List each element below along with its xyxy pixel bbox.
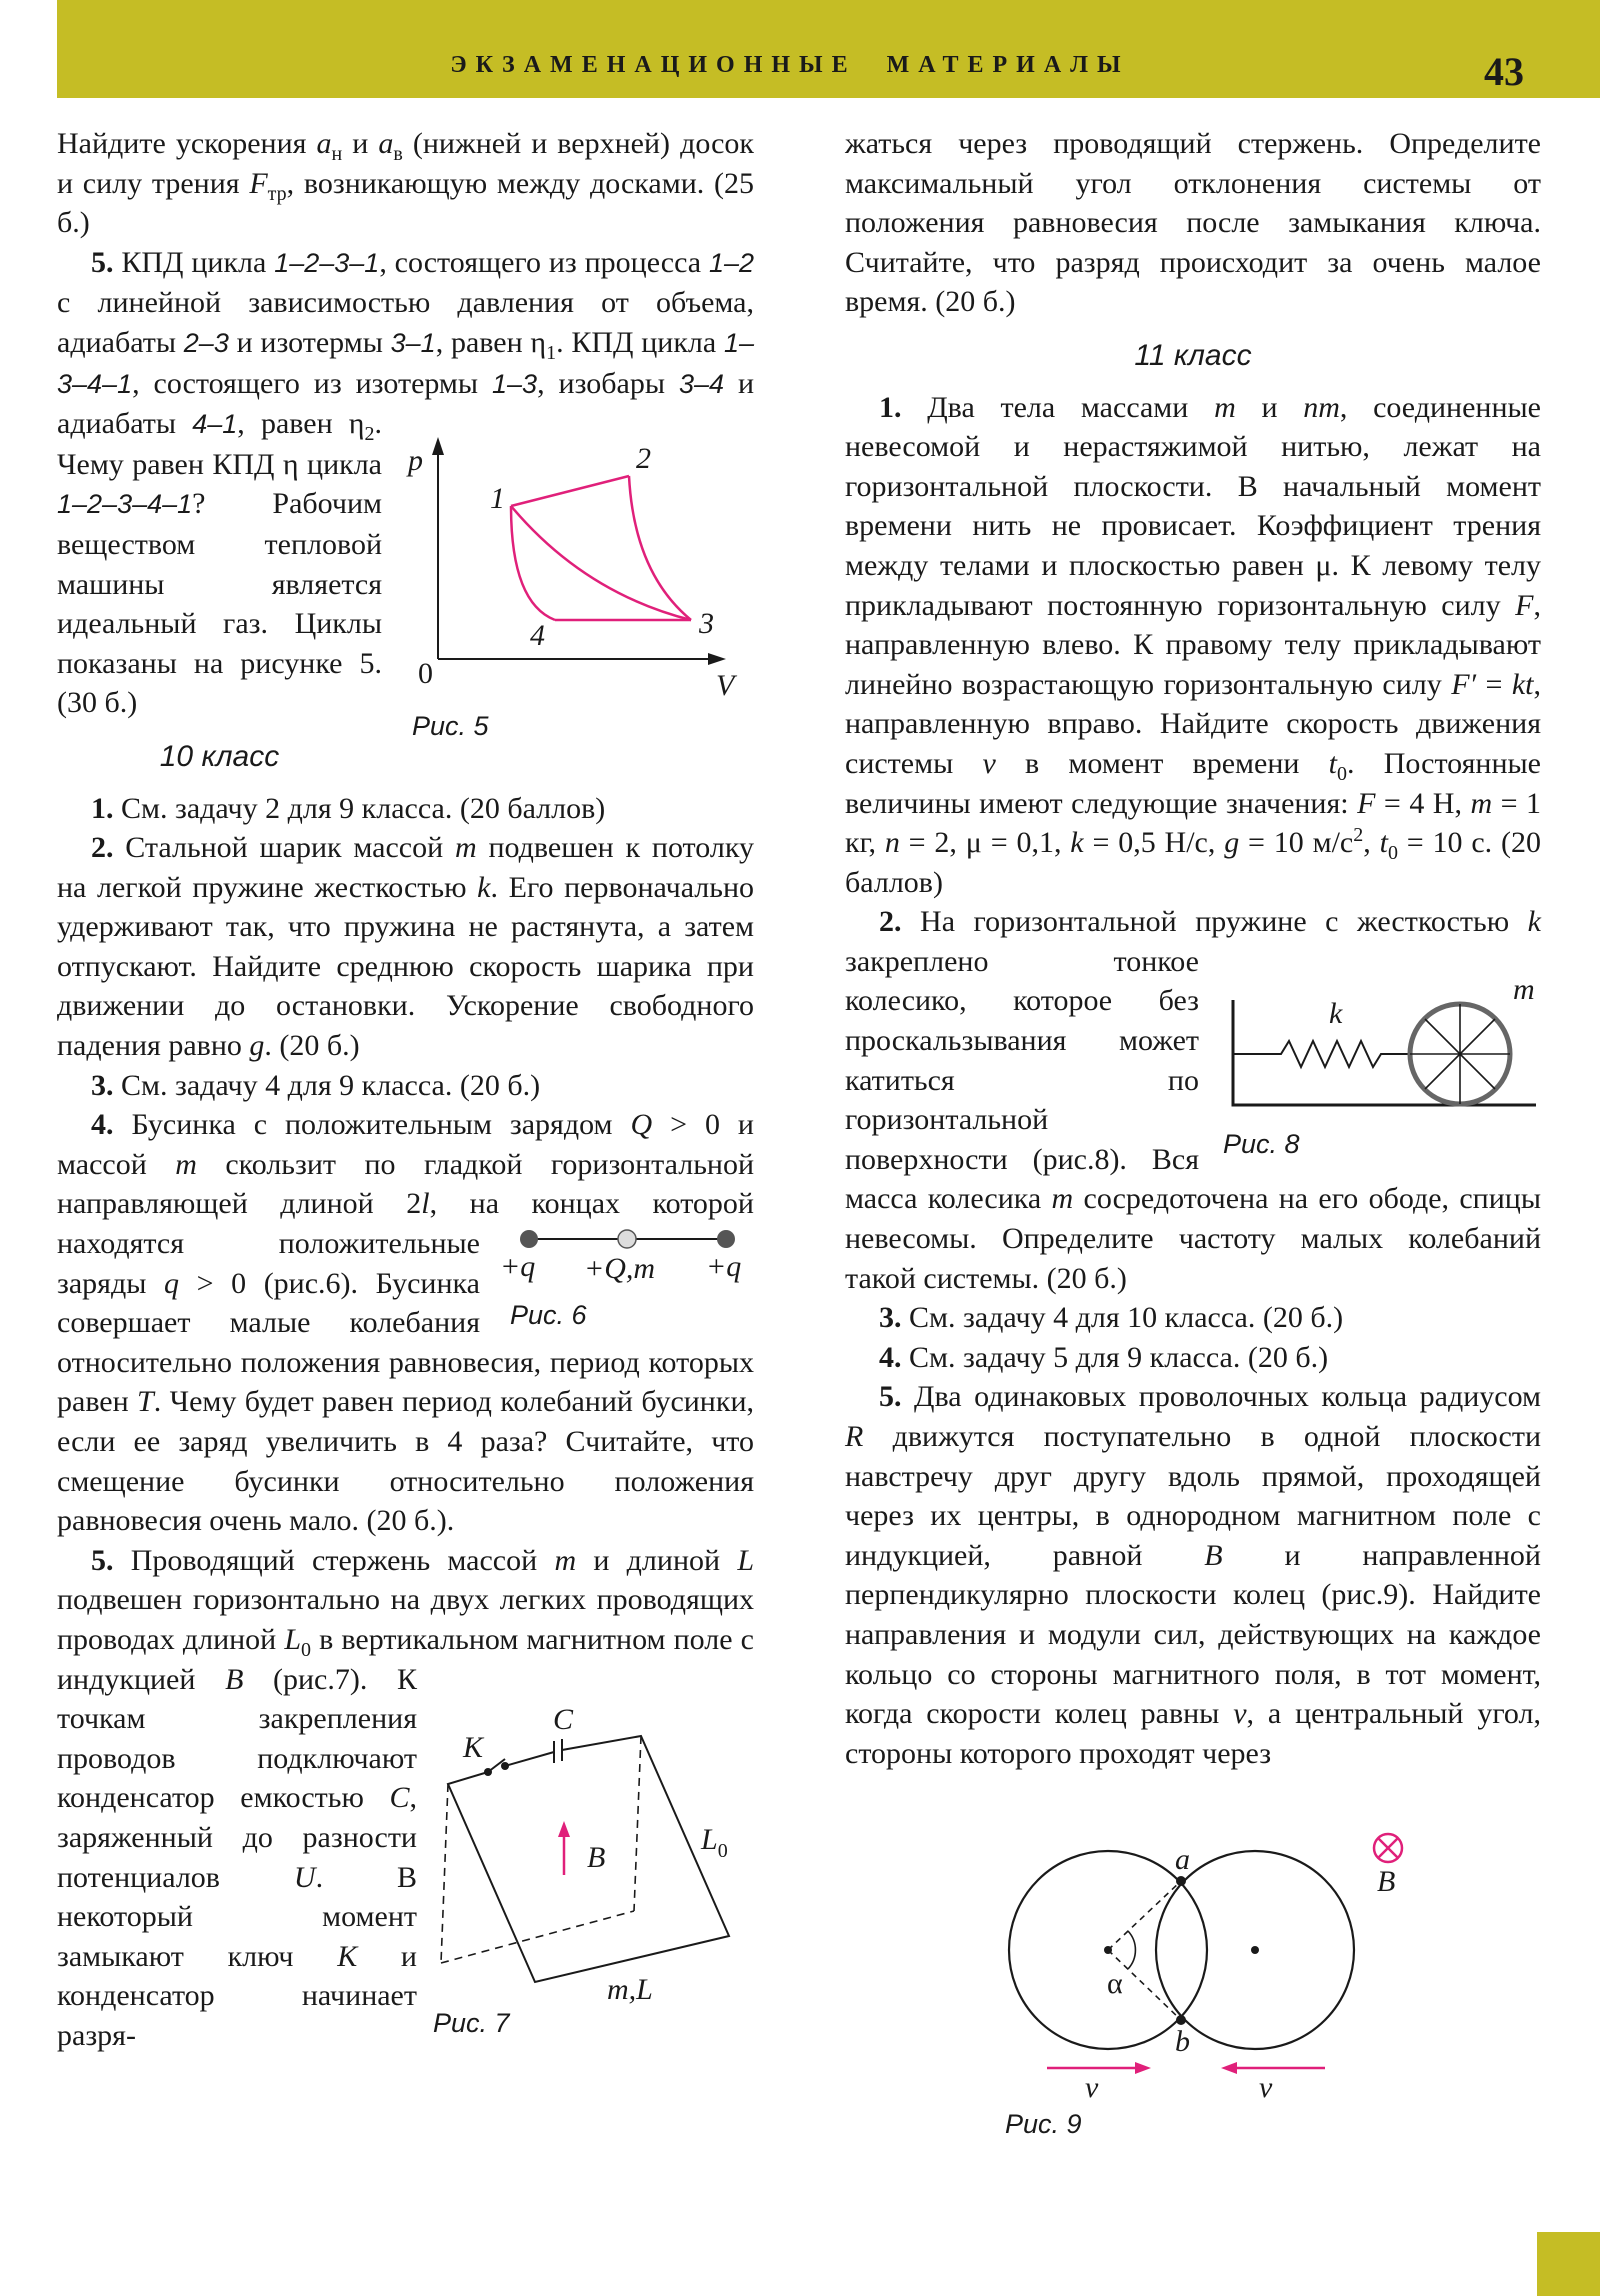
math-symbol: t	[1328, 746, 1337, 780]
figure-caption: Рис. 8	[1223, 1129, 1300, 1160]
math-symbol: m	[1051, 1182, 1074, 1216]
subscript: 0	[1337, 762, 1347, 785]
text-run: =	[1476, 667, 1512, 701]
text-run: = 0,5 Н/с,	[1083, 826, 1225, 860]
math-symbol: 1–2	[708, 247, 754, 278]
text-run: См. задачу 4 для 10 класса. (20 б.)	[901, 1301, 1344, 1335]
subscript: тр	[267, 182, 287, 205]
math-symbol: 3–4	[678, 368, 724, 399]
math-symbol: m	[175, 1147, 197, 1181]
superscript: 2	[1353, 824, 1364, 847]
text-run: и конденсатор начинает разря-	[57, 1939, 417, 2052]
math-symbol: 4–1	[192, 409, 238, 440]
math-symbol: F	[249, 166, 268, 200]
problem-2-11	[845, 902, 1541, 1298]
math-symbol: U	[293, 1860, 316, 1894]
center-right	[1251, 1946, 1259, 1954]
figure-caption: Рис. 6	[510, 1300, 587, 1331]
adiabat-2-3	[629, 476, 691, 620]
rod-label: m,L	[607, 1972, 653, 2006]
figure-9	[995, 1823, 1435, 2148]
point-a-label: a	[1175, 1843, 1190, 1877]
text-run: , состоящего из процесса	[379, 245, 709, 279]
math-symbol: a	[316, 127, 332, 160]
point-a	[1176, 1876, 1186, 1886]
math-symbol: C	[389, 1781, 410, 1815]
problem-4-11	[845, 1338, 1541, 1378]
math-symbol: L	[737, 1543, 754, 1577]
text-run: = 1 кг,	[845, 786, 1542, 860]
charge-left	[520, 1230, 538, 1248]
problem-number: 1.	[879, 390, 902, 424]
radius-a	[1108, 1881, 1181, 1950]
text-run: > 0 и массой	[57, 1108, 754, 1181]
text-run: . Чему равен КПД η цикла	[57, 407, 382, 481]
text-run: скользит по гладкой горизонтальной направляющей длиной 2	[57, 1147, 754, 1221]
math-symbol: T	[137, 1385, 154, 1419]
field-label: B	[587, 1840, 606, 1874]
text-run: , равен η	[237, 407, 365, 441]
math-symbol: kt	[1511, 667, 1534, 701]
key-contact	[484, 1768, 492, 1776]
v-label: V	[716, 668, 735, 702]
problem-number: 2.	[91, 831, 114, 865]
text-run: , изобары	[537, 366, 679, 400]
math-symbol: F′	[1451, 667, 1477, 701]
angle-label: α	[1107, 1967, 1123, 2001]
text-run: Стальной шарик массой	[113, 831, 455, 865]
running-title	[0, 52, 1600, 79]
math-symbol: 3–1	[390, 327, 436, 358]
point-4-label: 4	[530, 618, 545, 652]
text-run: КПД цикла	[113, 245, 275, 279]
figure-7	[429, 1699, 754, 2039]
field-label: B	[1377, 1865, 1396, 1899]
text-run: , направленную вправо. Найдите скорость движения системы	[845, 667, 1541, 780]
center-left	[1104, 1946, 1112, 1954]
math-symbol: g	[1224, 826, 1240, 860]
math-symbol: Q	[630, 1108, 653, 1142]
text-run: с линейной зависимостью давления от объема, адиабаты	[57, 286, 754, 359]
problem-number: 1.	[91, 791, 114, 825]
text-run: Два одинаковых проволочных кольца радиусом	[901, 1380, 1541, 1414]
math-symbol: 1–2–3–4–1	[57, 489, 193, 520]
problem-number: 4.	[91, 1108, 114, 1142]
header-band	[57, 0, 1600, 98]
text-run: , возникающую между досками. (25 б.)	[57, 166, 754, 240]
text-run: закреплено тонкое колесико, которое без проскальзывания может катиться по горизонтальной поверхности (рис.8). Вся масса колесика	[845, 944, 1199, 1216]
text-run: и	[1235, 390, 1304, 424]
paragraph	[57, 124, 754, 243]
figure-caption: Рис. 9	[1005, 2109, 1082, 2140]
paragraph	[845, 124, 1541, 322]
text-run: в момент времени	[995, 746, 1329, 780]
text-run: > 0 (рис.6). Бусинка совершает малые колебания относительно положения равновесия, период которых равен	[57, 1266, 754, 1419]
text-run: , на концах которой находятся положительные заряды	[57, 1187, 754, 1300]
text-run: . Чему будет равен период колебаний бусинки, если ее заряд увеличить в 4 раза? Считайте, что смещение бусинки относительно положения равновесия очень мало. (20 б.).	[57, 1385, 754, 1538]
text-run: сосредоточена на его ободе, спицы невесомы. Определите частоту малых колебаний такой системы. (20 б.)	[845, 1182, 1541, 1295]
arrow-right-icon	[1135, 2062, 1151, 2074]
wire-sub: 0	[717, 1839, 728, 1862]
text-run: Найдите ускорения	[57, 127, 317, 160]
bead	[618, 1230, 636, 1248]
figure-5	[394, 433, 754, 753]
text-run: , а центральный угол, стороны которого проходят через	[845, 1697, 1541, 1770]
subscript: 0	[301, 1638, 312, 1661]
text-run: = 2, μ = 0,1,	[899, 826, 1071, 860]
text-run: . КПД цикла	[556, 325, 724, 359]
math-symbol: F	[1515, 588, 1534, 622]
right-column	[845, 124, 1541, 2153]
figure-caption: Рис. 5	[412, 710, 489, 741]
arrow-left-icon	[1221, 2062, 1237, 2074]
text-run: , направленную влево. К правому телу прикладывают линейно возрастающую горизонтальную силу	[845, 588, 1541, 701]
adiabat-4-1	[511, 506, 555, 620]
problem-number: 3.	[91, 1068, 114, 1102]
text-run: и направленной перпендикулярно плоскости колец (рис.9). Найдите направления и модули сил, действующих на каждое кольцо со стороны магнитного поля, в тот момент, когда скорости колец равны	[845, 1538, 1541, 1731]
figure-8	[1211, 973, 1541, 1166]
problem-1-11	[845, 388, 1541, 903]
math-symbol: q	[163, 1266, 179, 1300]
math-symbol: 1–3–4–1	[57, 327, 754, 399]
math-symbol: 1–3	[492, 368, 538, 399]
spring	[1233, 1041, 1409, 1067]
math-symbol: m	[1470, 786, 1493, 820]
text-run: . Постоянные величины имеют следующие значения:	[845, 746, 1541, 820]
problem-3-11	[845, 1298, 1541, 1338]
capacitor-label: C	[553, 1702, 574, 1736]
text-run: и	[342, 127, 379, 160]
text-run: подвешен к потолку на легкой пружине жесткостью	[57, 831, 755, 904]
text-run: = 10 м/с	[1239, 826, 1354, 860]
dashed-rod	[441, 1911, 634, 1963]
math-symbol: k	[1527, 905, 1541, 939]
origin-label: 0	[418, 656, 433, 690]
text-run: подвешен горизонтально на двух легких проводящих проводах длиной	[57, 1583, 754, 1656]
page-number: 43	[1484, 49, 1524, 94]
subscript: в	[393, 143, 403, 165]
text-run: На горизонтальной пружине с жесткостью	[901, 905, 1528, 939]
wire-top	[505, 1752, 554, 1766]
text-run: См. задачу 2 для 9 класса. (20 баллов)	[113, 791, 606, 825]
subscript: 1	[546, 341, 557, 364]
text-run: Проводящий стержень массой	[113, 1543, 555, 1577]
text-run: , соединенные невесомой и нерастяжимой нитью, лежат на горизонтальной плоскости. В начальный момент времени нить не провисает. Коэффициент трения между телами и плоскостью равен μ. К левому телу прикладывают постоянную горизонтальную силу	[845, 390, 1541, 622]
problem-number: 3.	[879, 1301, 902, 1335]
key-label: K	[463, 1730, 484, 1764]
problem-5-9	[57, 243, 754, 741]
text-run: , состоящего из изотермы	[132, 366, 493, 400]
problem-number: 5.	[91, 1543, 114, 1577]
bead-label: +Q,m	[584, 1252, 656, 1286]
math-symbol: l	[421, 1187, 430, 1221]
running-title-text: ЭКЗАМЕНАЦИОННЫЕ МАТЕРИАЛЫ	[450, 52, 1130, 78]
mass-label: m	[1513, 973, 1535, 1007]
text-run: , заряженный до разности потенциалов	[57, 1781, 417, 1894]
point-b	[1176, 2015, 1186, 2025]
dashed-wire	[441, 1784, 448, 1963]
problem-3-10	[57, 1066, 754, 1106]
math-symbol: k	[477, 870, 491, 904]
text-run: в вертикальном магнитном поле с индукцией	[57, 1622, 754, 1696]
point-1-label: 1	[490, 481, 505, 515]
problem-4-10	[57, 1105, 754, 1541]
math-symbol: v	[1233, 1697, 1247, 1731]
text-run: ? Рабочим веществом тепловой машины является идеальный газ. Циклы показаны на рисунке 5. (30 б.)	[57, 487, 382, 720]
isotherm-1-3	[511, 506, 691, 620]
velocity-label-right: v	[1259, 2071, 1273, 2105]
text-run: , равен η	[435, 325, 547, 359]
problem-number: 5.	[91, 245, 114, 279]
math-symbol: k	[1070, 826, 1084, 860]
arrow-up-icon	[558, 1821, 570, 1837]
subscript: 2	[364, 423, 375, 446]
text-run: жаться через проводящий стержень. Определите максимальный угол отклонения системы от положения равновесия после замыкания ключа. Считайте, что разряд происходит за очень малое время. (20 б.)	[845, 127, 1541, 319]
text-run: . В некоторый момент замыкают ключ	[57, 1860, 417, 1973]
arrow-up-icon	[432, 437, 444, 455]
math-symbol: B	[225, 1662, 244, 1696]
problem-5-10	[57, 1541, 754, 2056]
point-b-label: b	[1175, 2025, 1190, 2059]
text-run: См. задачу 5 для 9 класса. (20 б.)	[901, 1340, 1329, 1374]
problem-2-10	[57, 828, 754, 1066]
figure-5-box	[394, 433, 754, 753]
text-run: Бусинка с положительным зарядом	[113, 1108, 631, 1142]
angle-arc	[1128, 1931, 1135, 1969]
text-run: (нижней и верхней) досок и силу трения	[57, 127, 754, 200]
wire-length-label	[700, 1823, 728, 1862]
text-run: . Его первоначально удерживают так, что пружина не растянута, а затем отпускают. Найдите среднюю скорость шарика при движении до остановки. Ускорение свободного падения равно	[57, 870, 755, 1063]
math-symbol: 2–3	[183, 327, 229, 358]
math-symbol: L	[284, 1622, 302, 1656]
math-symbol: R	[845, 1420, 864, 1453]
math-symbol: B	[1204, 1538, 1223, 1572]
point-3-label: 3	[699, 606, 714, 640]
left-column	[57, 124, 754, 2056]
arrow-right-icon	[708, 653, 726, 665]
section-heading-10: 10 класс	[159, 739, 280, 773]
problem-number: 5.	[879, 1380, 902, 1414]
text-run: (рис.7). К точкам закрепления проводов подключают конденсатор емкостью	[57, 1662, 417, 1815]
wire-label: L	[701, 1822, 718, 1856]
math-symbol: t	[1379, 826, 1388, 860]
math-symbol: v	[982, 746, 996, 780]
text-run: ,	[1363, 826, 1380, 860]
p-label: p	[408, 443, 423, 477]
section-heading-11: 11 класс	[1134, 338, 1252, 372]
subscript: н	[331, 143, 343, 165]
math-symbol: 1–2–3–1	[274, 247, 380, 278]
corner-mark	[1537, 2232, 1600, 2296]
math-symbol: m	[554, 1543, 577, 1577]
problem-1-10	[57, 789, 754, 829]
charge-right	[717, 1230, 735, 1248]
dashed-wire	[634, 1736, 641, 1911]
figure-9-box	[995, 1823, 1435, 2153]
velocity-label-left: v	[1085, 2071, 1099, 2105]
process-1-2	[511, 476, 629, 506]
figure-caption: Рис. 7	[433, 2007, 510, 2038]
point-2-label: 2	[636, 441, 651, 475]
math-symbol: g	[249, 1029, 265, 1063]
left-charge-label: +q	[500, 1250, 536, 1284]
math-symbol: n	[884, 826, 900, 860]
math-symbol: F	[1357, 786, 1376, 820]
figure-6	[492, 1224, 754, 1342]
text-run: = 4 Н,	[1375, 786, 1471, 820]
text-run: См. задачу 4 для 9 класса. (20 б.)	[113, 1068, 541, 1102]
right-charge-label: +q	[706, 1250, 742, 1284]
text-run: и длиной	[576, 1543, 738, 1577]
text-run: и адиабаты	[57, 366, 754, 441]
subscript: 0	[1387, 842, 1398, 865]
text-run: и изотермы	[228, 325, 391, 359]
math-symbol: K	[337, 1939, 358, 1973]
text-run: Два тела массами	[901, 390, 1215, 424]
math-symbol: nm	[1303, 390, 1340, 424]
field-into-page-icon	[1374, 1834, 1402, 1862]
math-symbol: m	[1214, 390, 1236, 424]
wheel	[1410, 1004, 1510, 1104]
figure-6-box	[492, 1224, 754, 1342]
text-run: движутся поступательно в одной плоскости навстречу друг другу вдоль прямой, проходящей через их центры, в однородном магнитном поле с индукцией, равной	[845, 1420, 1541, 1572]
problem-number: 2.	[879, 905, 902, 939]
figure-8-box	[1211, 973, 1541, 1166]
math-symbol: a	[378, 127, 394, 160]
text-run: = 10 с. (20 баллов)	[845, 826, 1542, 899]
figure-7-box	[429, 1699, 754, 2039]
text-run: . (20 б.)	[264, 1029, 360, 1063]
problem-5-11	[845, 1377, 1541, 1773]
key-contact	[501, 1762, 509, 1770]
spring-label: k	[1329, 997, 1343, 1031]
problem-number: 4.	[879, 1340, 902, 1374]
math-symbol: m	[455, 831, 477, 865]
